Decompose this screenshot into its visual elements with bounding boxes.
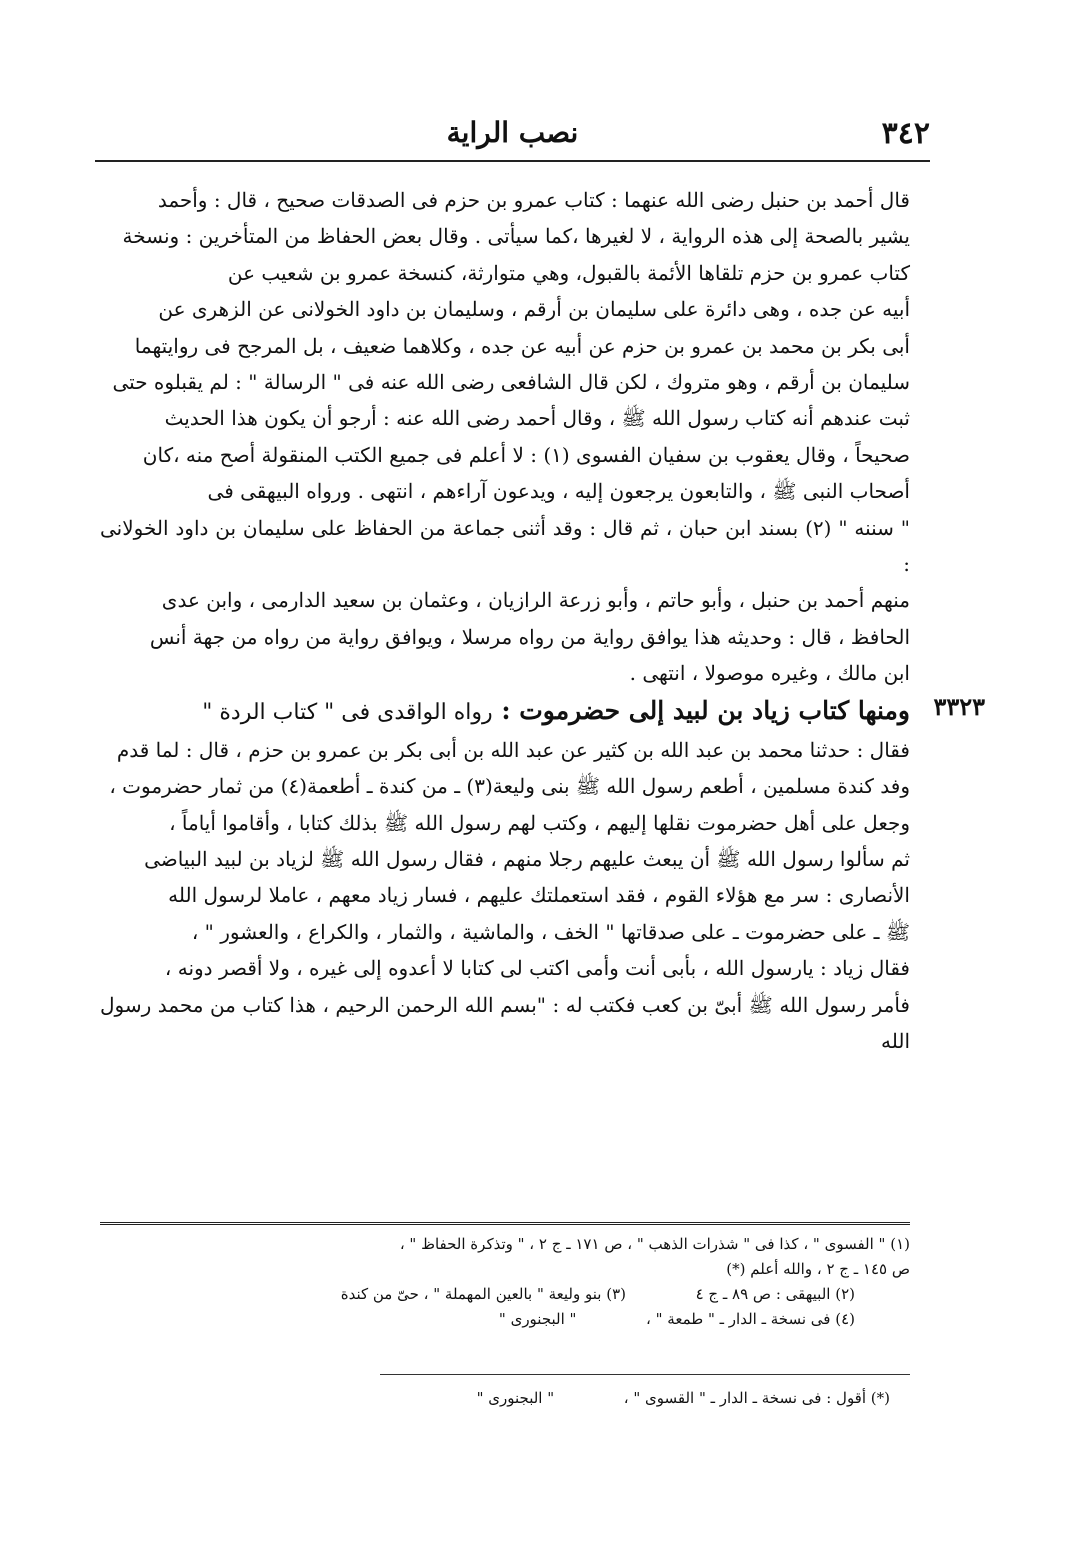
footnote-3: (٣) بنو وليعة " بالعين المهملة " ، حىّ من كندة: [340, 1285, 627, 1303]
editor-note-text: (*) أقول : فى نسخة ـ الدار ـ " القسوى " ،: [623, 1389, 890, 1407]
text-line: أبى بكر بن محمد بن عمرو بن حزم عن أبيه عن جده ، وكلاهما ضعيف ، بل المرجح فى روايتهما: [134, 333, 910, 358]
page-number: ٣٤٢: [881, 116, 930, 151]
entry-number: ٣٣٢٣: [933, 691, 985, 721]
running-title: نصب الراية: [446, 116, 579, 149]
text-line: صحيحاً ، وقال يعقوب بن سفيان الفسوى (١) : لا أعلم فى جميع الكتب المنقولة أصح منه ،كان: [142, 442, 910, 467]
text-line: فقال : حدثنا محمد بن عبد الله بن كثير عن عبد الله بن أبى بكر بن عمرو بن حزم ، قال : لما قدم: [116, 737, 910, 762]
text-line: كتاب عمرو بن حزم تلقاها الأئمة بالقبول، وهي متوارثة، كنسخة عمرو بن شعيب عن: [227, 260, 910, 285]
text-line: قال أحمد بن حنبل رضى الله عنهما : كتاب عمرو بن حزم فى الصدقات صحيح ، قال : وأحمد: [157, 188, 910, 212]
footnote-rule: [100, 1222, 910, 1225]
note-rule: [380, 1374, 910, 1375]
editor-note-signature: " البجنورى ": [476, 1389, 555, 1407]
entry-heading: [100, 692, 910, 732]
text-line: الأنصارى : سر مع هؤلاء القوم ، فقد استعملتك عليهم ، فسار زياد معهم ، عاملا لرسول الله: [168, 883, 910, 908]
footnote-4-signature: " البجنورى ": [498, 1310, 577, 1328]
footnote-2: (٢) البيهقى : ص ٨٩ ـ ج ٤: [695, 1285, 855, 1303]
footnote-1-continued: ص ١٤٥ ـ ج ٢ ، والله أعلم (*): [726, 1260, 910, 1278]
footnotes: [100, 1232, 910, 1332]
text-line: فأمر رسول الله ﷺ أبىّ بن كعب فكتب له : "بسم الله الرحمن الرحيم ، هذا كتاب من محمد رسول الله: [100, 992, 910, 1053]
text-line: وجعل على أهل حضرموت نقلها إليهم ، وكتب لهم رسول الله ﷺ بذلك كتابا ، وأقاموا أياماً ،: [169, 810, 910, 835]
text-line: ثم سألوا رسول الله ﷺ أن يبعث عليهم رجلا منهم ، فقال رسول الله ﷺ لزياد بن لبيد البياضى: [144, 846, 910, 871]
main-text: [100, 182, 985, 1059]
page-header: [95, 110, 930, 160]
text-line: يشير بالصحة إلى هذه الرواية ، لا لغيرها ،كما سيأتى . وقال بعض الحفاظ من المتأخرين : ونسخة: [122, 224, 910, 249]
text-line: " سننه " (٢) بسند ابن حبان ، ثم قال : وقد أثنى جماعة من الحفاظ على سليمان بن داود الخولانى :: [100, 515, 910, 577]
text-line: أبيه عن جده ، وهى دائرة على سليمان بن أرقم ، وسليمان بن داود الخولانى عن الزهرى عن: [158, 297, 910, 322]
text-line: سليمان بن أرقم ، وهو متروك ، لكن قال الشافعى رضى الله عنه فى " الرسالة " : لم يقبلوه حتى: [112, 370, 910, 395]
footnote-4: (٤) فى نسخة ـ الدار ـ " طمعة " ،: [646, 1310, 855, 1328]
footnote-2-3: [100, 1282, 910, 1307]
entry-title: ومنها كتاب زياد بن لبيد إلى حضرموت :: [501, 695, 910, 725]
text-line: الحافظ ، قال : وحديثه هذا يوافق رواية من رواه مرسلا ، ويوافق رواية من رواه من جهة أنس: [149, 624, 910, 649]
entry-source: رواه الواقدى فى " كتاب الردة ": [202, 699, 493, 725]
text-line: ابن مالك ، وغيره موصولا ، انتهى .: [629, 661, 910, 686]
text-line: ثبت عندهم أنه كتاب رسول الله ﷺ ، وقال أحمد رضى الله عنه : أرجو أن يكون هذا الحديث: [164, 406, 910, 431]
hadith-entry: [100, 691, 985, 1060]
footnote-4-line: [100, 1307, 910, 1332]
text-line: ﷺ ـ على حضرموت ـ على صدقاتها " الخف ، والماشية ، والثمار ، والكراع ، والعشور " ،: [191, 919, 910, 944]
text-line: منهم أحمد بن حنبل ، وأبو حاتم ، وأبو زرعة الرازيان ، وعثمان بن سعيد الدارمى ، وابن عدى: [161, 588, 910, 613]
text-line: فقال زياد : يارسول الله ، بأبى أنت وأمى اكتب لى كتابا لا أعدوه إلى غيره ، ولا أقصر دونه ،: [164, 956, 910, 981]
footnote-1: (١) " الفسوى " ، كذا فى " شذرات الذهب " ، ص ١٧١ ـ ج ٢ ، " وتذكرة الحفاظ " ،: [399, 1235, 910, 1253]
text-line: أصحاب النبى ﷺ ، والتابعون يرجعون إليه ، ويدعون آراءهم ، انتهى . ورواه البيهقى فى: [207, 479, 910, 504]
header-rule: [95, 160, 930, 162]
text-line: وفد كندة مسلمين ، أطعم رسول الله ﷺ بنى وليعة(٣) ـ من كندة ـ أطعمة(٤) من ثمار حضرموت ،: [109, 774, 910, 799]
editor-note: [100, 1386, 890, 1410]
body-paragraph: [100, 182, 910, 692]
